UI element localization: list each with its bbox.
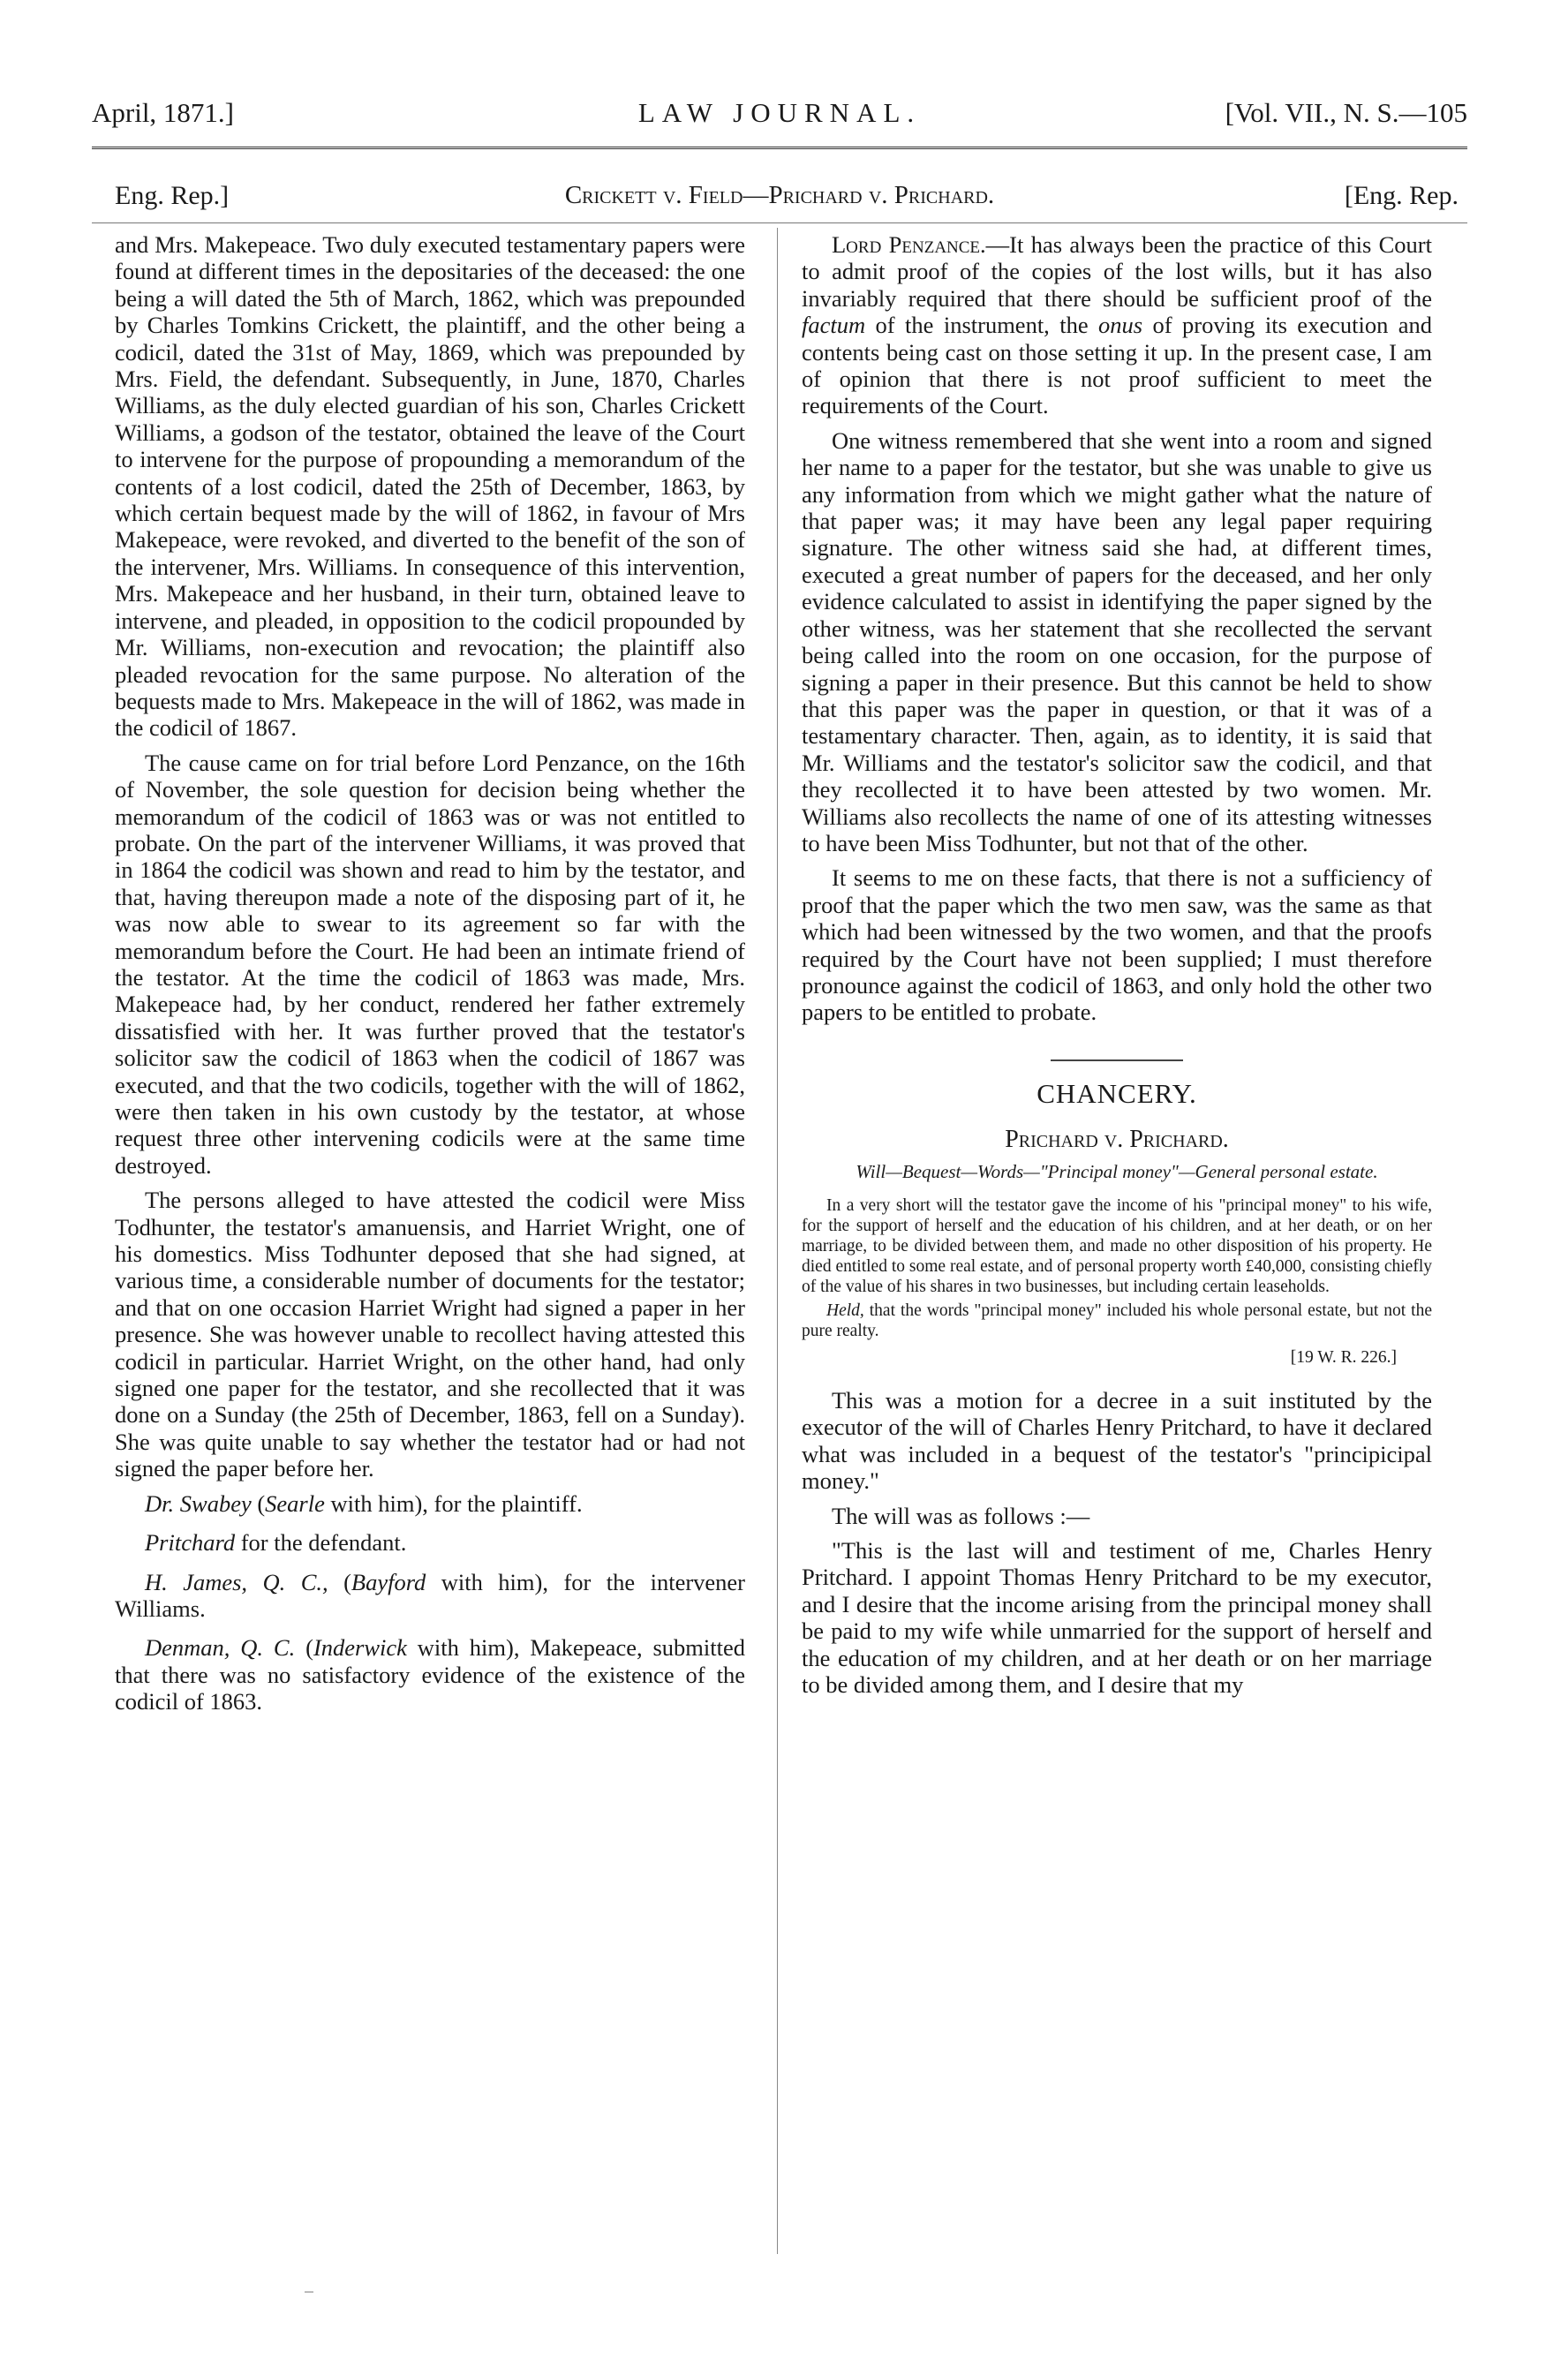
counsel-name: H. James, Q. C.,: [145, 1568, 328, 1595]
counsel-line-plaintiff: Dr. Swabey (Searle with him), for the plaintiff.: [145, 1489, 583, 1517]
column-divider: [777, 228, 778, 2254]
judgment-paragraph-2: One witness remembered that she went into a room and signed her name to a paper for the testator, but she was unable to give us any information from which we might gather what the nature of that paper was; it may have been any legal paper requiring signature. The other witness said she had, at different times, executed a great number of papers for the deceased, and her only evidence calculated to assist in identifying the paper signed by the other witness, was her statement that she recollected the servant being called into the room on one occasion, for the purpose of signing a paper in their presence. But this cannot be held to show that this paper was the paper in question, or that it was of a testamentary character. Then, again, as to identity, it is said that Mr. Williams and the testator's solicitor saw the codicil, and that they recollected it to have been attested by two women. Mr. Williams also recollects the name of one of its attesting witnesses to have been Miss Todhunter, but not that of the other.: [802, 426, 1432, 856]
counsel-role: for the defendant.: [240, 1529, 407, 1557]
judgment-paragraph-1: [802, 231, 1432, 419]
counsel-line-defendant: [115, 1529, 745, 1556]
case-paragraph-2: The will was as follows :—: [832, 1502, 1090, 1529]
page-speck: [305, 2291, 313, 2293]
held-text: that the words "principal money" included his whole personal estate, but not the pure realty.: [802, 1301, 1433, 1340]
term-onus: onus: [1098, 312, 1143, 339]
section-title-chancery: CHANCERY.: [1037, 1077, 1197, 1109]
counsel-role: for the intervener Williams.: [115, 1568, 746, 1622]
counsel-name: Denman, Q. C.: [145, 1634, 296, 1662]
sub-head-rule: [92, 222, 1467, 223]
counsel-role: for the plaintiff.: [433, 1489, 583, 1517]
catchwords: Will—Bequest—Words—"Principal money"—General personal estate.: [856, 1160, 1378, 1182]
will-text: "This is the last will and testiment of me, Charles Henry Pritchard. I appoint Thomas Henry Pritchard to be my executor, and I desire that the income arising from the principal money shall be paid to my wife while unmarried for the support of herself and the education of my children, and at her death or on her marriage to be divided among them, and I desire that my: [802, 1537, 1432, 1699]
counsel-assistant: Bayford: [351, 1568, 426, 1595]
judgment-text: —It has always been the practice of this Court to admit proof of the copies of the lost wills, but it has also invariably required that there should be sufficient proof of the: [802, 231, 1432, 312]
running-head-date: April, 1871.]: [92, 97, 235, 128]
counsel-name: Pritchard: [145, 1529, 236, 1557]
counsel-assistant: Searle: [265, 1489, 325, 1517]
sub-head-left: Eng. Rep.]: [115, 181, 230, 210]
held-label: Held,: [826, 1301, 864, 1320]
left-column: [115, 231, 745, 1728]
counsel-name: Dr. Swabey: [145, 1489, 252, 1517]
right-column: [802, 231, 1432, 1706]
section-separator: [1051, 1059, 1183, 1061]
left-paragraph-1: and Mrs. Makepeace. Two duly executed testamentary papers were found at different times in the depositaries of the deceased: the one being a will dated the 5th of March, 1862, which was prepounded by Charles Tomkins Crickett, the plaintiff, and the other being a codicil, dated the 31st of May, 1869, which was prepounded by Mrs. Field, the defendant. Subsequently, in June, 1870, Charles Williams, as the duly elected guardian of his son, Charles Crickett Williams, a godson of the testator, obtained the leave of the Court to intervene for the purpose of propounding a memorandum of the contents of a lost codicil, dated the 25th of December, 1863, by which certain bequest made by the will of 1862, in favour of Mrs Makepeace, were revoked, and diverted to the benefit of the son of the intervener, Mrs. Williams. In consequence of this intervention, Mrs. Makepeace and her husband, in their turn, obtained leave to intervene, and pleaded, in opposition to the codicil propounded by Mr. Williams, non-execution and revocation; the plaintiff also pleaded revocation for the same purpose. No alteration of the bequests made to Mrs. Makepeace in the will of 1862, was made in the codicil of 1867.: [115, 231, 745, 742]
sub-head: [92, 181, 1467, 216]
running-head-journal-title: LAW JOURNAL.: [637, 97, 922, 128]
header-double-rule: [92, 147, 1467, 153]
counsel-assistant: Inderwick: [313, 1634, 407, 1662]
judgment-text: of the instrument, the: [875, 312, 1089, 339]
judge-name: Lord Penzance.: [832, 231, 986, 258]
report-reference: [19 W. R. 226.]: [1290, 1347, 1397, 1367]
judgment-paragraph-3: It seems to me on these facts, that there is not a sufficiency of proof that the paper which the two men saw, was the same as that which had been witnessed by the two women, and that the proofs required by the Court have not been supplied; I must therefore pronounce against the codicil of 1863, and only hold the other two papers to be entitled to probate.: [802, 864, 1432, 1026]
sub-head-right: [Eng. Rep.: [1344, 181, 1459, 210]
counsel-role: Makepeace, submitted that there was no satisfactory evidence of the existence of the codicil of 1863.: [115, 1634, 745, 1715]
headnote: In a very short will the testator gave the income of his "principal money" to his wife, for the support of herself and the education of his children, and at her death, or on her marriage, to be divided between them, and made no other disposition of his property. He died entitled to some real estate, and of personal property worth £40,000, consisting chiefly of the value of his shares in two businesses, but including certain leaseholds.: [802, 1195, 1432, 1296]
term-factum: factum: [802, 312, 866, 339]
left-paragraph-2: The cause came on for trial before Lord Penzance, on the 16th of November, the sole question for decision being whether the memorandum of the codicil of 1863 was or was not entitled to probate. On the part of the intervener Williams, it was proved that in 1864 the codicil was shown and read to him by the testator, and that, having thereupon made a note of the disposing part of it, he was now able to swear to its agreement so far with the memorandum before the Court. He had been an intimate friend of the testator. At the time the codicil of 1863 was made, Mrs. Makepeace had, by her conduct, rendered her father extremely dissatisfied with her. It was further proved that the testator's solicitor saw the codicil of 1863 when the codicil of 1867 was executed, and that the two codicils, together with the will of 1862, were then taken in his own custody by the testator, at whose request three other intervening codicils were at the same time destroyed.: [115, 749, 745, 1179]
sub-head-case-names: Crickett v. Field—Prichard v. Prichard.: [564, 181, 995, 209]
headnote-held: [802, 1301, 1432, 1341]
case-title: Prichard v. Prichard.: [1005, 1126, 1229, 1154]
running-head-volume: [Vol. VII., N. S.—105: [1225, 97, 1467, 128]
running-head: [92, 97, 1467, 139]
counsel-line-makepeace: Denman, Q. C. (Inderwick with him), Makepeace, submitted that there was no satisfactory evidence of the existence of the codicil of 1863.: [115, 1634, 745, 1715]
left-paragraph-3: The persons alleged to have attested the codicil were Miss Todhunter, the testator's amanuensis, and Harriet Wright, one of his domestics. Miss Todhunter deposed that she had signed, at various time, a considerable number of documents for the testator; and that on one occasion Harriet Wright had signed a paper in her presence. She was however unable to recollect having attested this codicil in particular. Harriet Wright, on the other hand, had only signed one paper for the testator, and she recollected that it was done on a Sunday (the 25th of December, 1863, fell on a Sunday). She was quite unable to say whether the testator had or had not signed the paper before her.: [115, 1187, 745, 1482]
judgment-text: of proving its execution and contents being cast on those setting it up. In the present case, I am of opinion that there is not proof sufficient to meet the requirements of the Court.: [802, 312, 1433, 419]
counsel-line-intervener: H. James, Q. C., (Bayford with him), for the intervener Williams.: [115, 1568, 746, 1622]
case-paragraph-1: This was a motion for a decree in a suit instituted by the executor of the will of Charles Henry Pritchard, to have it declared what was included in a bequest of the testator's "principicipal money.": [802, 1387, 1432, 1495]
